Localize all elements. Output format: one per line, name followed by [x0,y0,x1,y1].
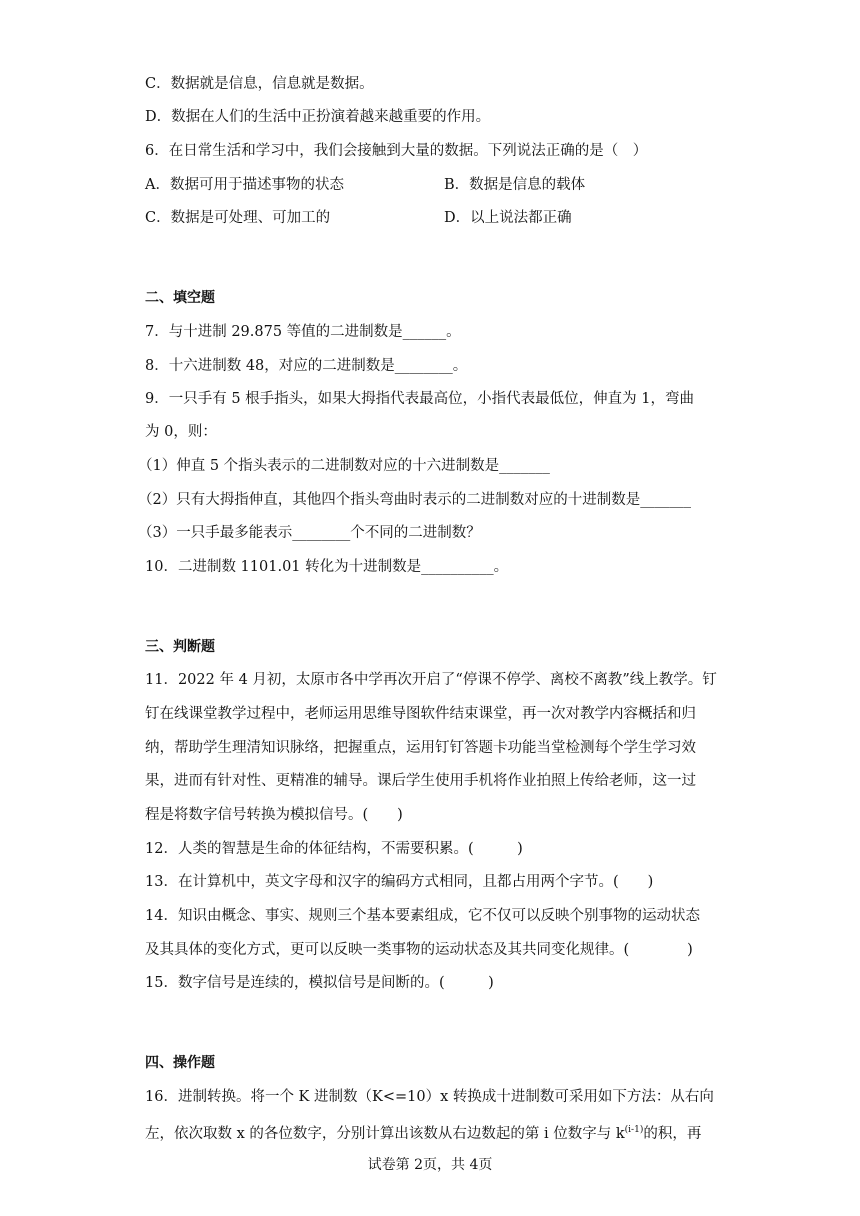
q11-line1: 11．2022 年 4 月初，太原市各中学再次开启了“停课不停学、离校不离教”线上教学。钉 [145,672,717,688]
q7: 7．与十进制 29.875 等值的二进制数是______。 [145,324,461,340]
q11-line2: 钉在线课堂教学过程中，老师运用思维导图软件结束课堂，再一次对教学内容概括和归 [145,706,696,722]
q6-option-a: A．数据可用于描述事物的状态 [145,177,344,193]
q8: 8．十六进制数 48，对应的二进制数是________。 [145,358,468,374]
q6-option-d: D．以上说法都正确 [444,210,572,226]
section-heading-judge: 三、判断题 [145,639,215,655]
q16-line1: 16．进制转换。将一个 K 进制数（K<=10）x 转换成十进制数可采用如下方法：从右向 [145,1089,714,1105]
q15: 15．数字信号是连续的，模拟信号是间断的。( ) [145,975,494,991]
q16-line2-tail: 的积，再 [643,1125,702,1142]
q5-option-c: C．数据就是信息，信息就是数据。 [145,76,374,92]
q6-option-c: C．数据是可处理、可加工的 [145,210,331,226]
q9-sub1: （1）伸直 5 个指头表示的二进制数对应的十六进制数是_______ [138,458,550,474]
q9-sub2: （2）只有大拇指伸直，其他四个指头弯曲时表示的二进制数对应的十进制数是_______ [138,492,691,508]
q11-line5: 程是将数字信号转换为模拟信号。( ) [145,807,403,823]
q11-line3: 纳，帮助学生理清知识脉络，把握重点，运用钉钉答题卡功能当堂检测每个学生学习效 [145,740,696,756]
section-heading-fill: 二、填空题 [145,290,215,306]
q5-option-d: D．数据在人们的生活中正扮演着越来越重要的作用。 [145,109,491,125]
q6-option-b: B．数据是信息的载体 [444,177,586,193]
q9-sub3: （3）一只手最多能表示________个不同的二进制数？ [138,525,481,541]
q13: 13．在计算机中，英文字母和汉字的编码方式相同，且都占用两个字节。( ) [145,874,654,890]
q16-exponent: (i-1) [624,1125,644,1135]
q9-stem-line2: 为 0，则： [145,424,217,440]
q6-stem: 6．在日常生活和学习中，我们会接触到大量的数据。下列说法正确的是（ ） [145,143,648,159]
q14-line2: 及其具体的变化方式，更可以反映一类事物的运动状态及其共同变化规律。( ) [145,942,693,958]
q16-line2 [145,1120,701,1144]
q16-line2-text: 左，依次取数 x 的各位数字，分别计算出该数从右边数起的第 i 位数字与 k [145,1125,625,1142]
page-footer: 试卷第 2页，共 4页 [367,1157,493,1173]
q9-stem-line1: 9．一只手有 5 根手指头，如果大拇指代表最高位，小指代表最低位，伸直为 1，弯曲 [145,391,695,407]
q12: 12．人类的智慧是生命的体征结构，不需要积累。( ) [145,841,523,857]
q14-line1: 14．知识由概念、事实、规则三个基本要素组成，它不仅可以反映个别事物的运动状态 [145,908,700,924]
q10: 10．二进制数 1101.01 转化为十进制数是__________。 [145,559,509,575]
q11-line4: 果，进而有针对性、更精准的辅导。课后学生使用手机将作业拍照上传给老师，这一过 [145,773,696,789]
section-heading-operation: 四、操作题 [145,1055,215,1071]
